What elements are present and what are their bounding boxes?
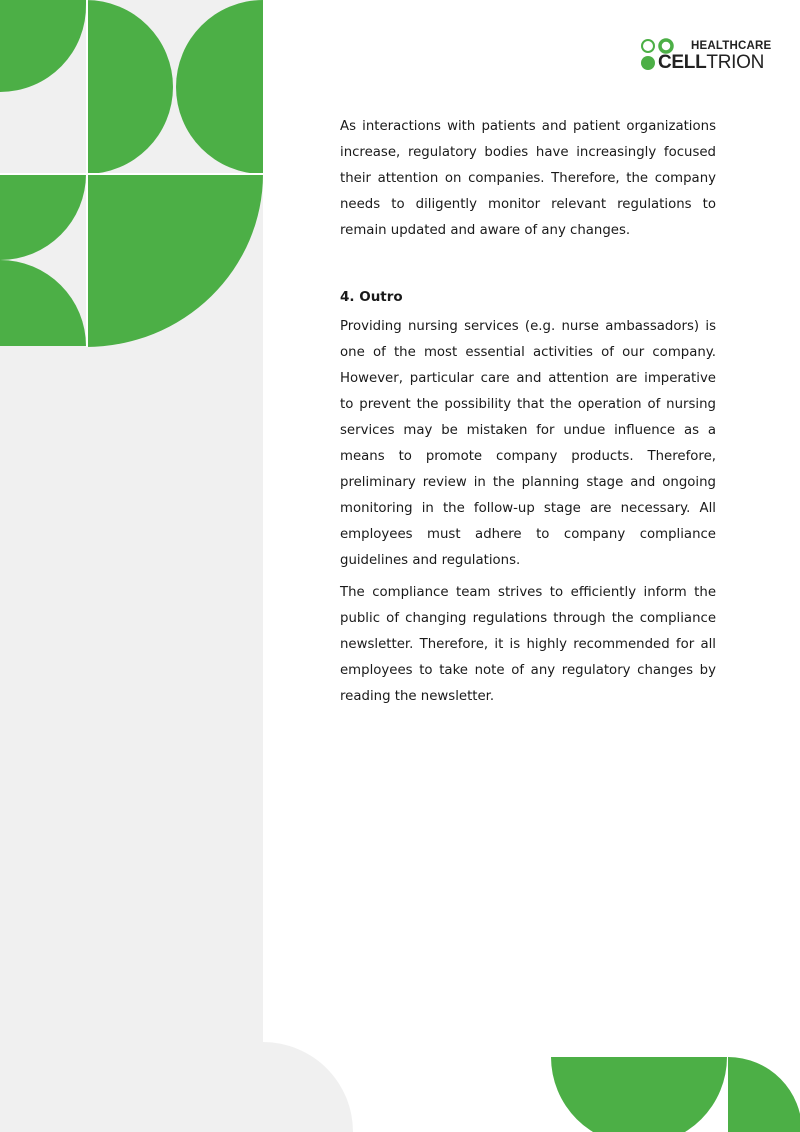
celltrion-healthcare-logo: [638, 36, 770, 76]
decorative-shapes-bottom-right: [540, 1050, 800, 1132]
outro-paragraph-1: Providing nursing services (e.g. nurse ambassadors) is one of the most essential activities of our company. However, particular care and attention are imperative to prevent the possibility that the operation of nursing services may be mistaken for undue influence as a means to promote company products. Therefore, preliminary review in the planning stage and ongoing monitoring in the follow-up stage are necessary. All employees must adhere to company compliance guidelines and regulations.: [340, 319, 716, 568]
decorative-shapes-left: [0, 0, 270, 1132]
document-body: [340, 114, 716, 716]
decorative-gray-curve-bottom: [263, 1042, 355, 1132]
logo-wordmark: [658, 53, 764, 73]
intro-paragraph: As interactions with patients and patient organizations increase, regulatory bodies have increasingly focused their attention on companies. Therefore, the company needs to diligently monitor relevant regulations to remain updated and aware of any changes.: [340, 119, 716, 238]
logo-word-bold: CELL: [658, 52, 707, 73]
section-heading: 4. Outro: [340, 289, 403, 305]
logo-word-light: TRION: [706, 52, 765, 73]
logo-healthcare-text: HEALTHCARE: [691, 40, 772, 52]
outro-paragraph-2: The compliance team strives to efficiently inform the public of changing regulations through the compliance newsletter. Therefore, it is highly recommended for all employees to take note of any regulatory changes by reading the newsletter.: [340, 585, 716, 704]
